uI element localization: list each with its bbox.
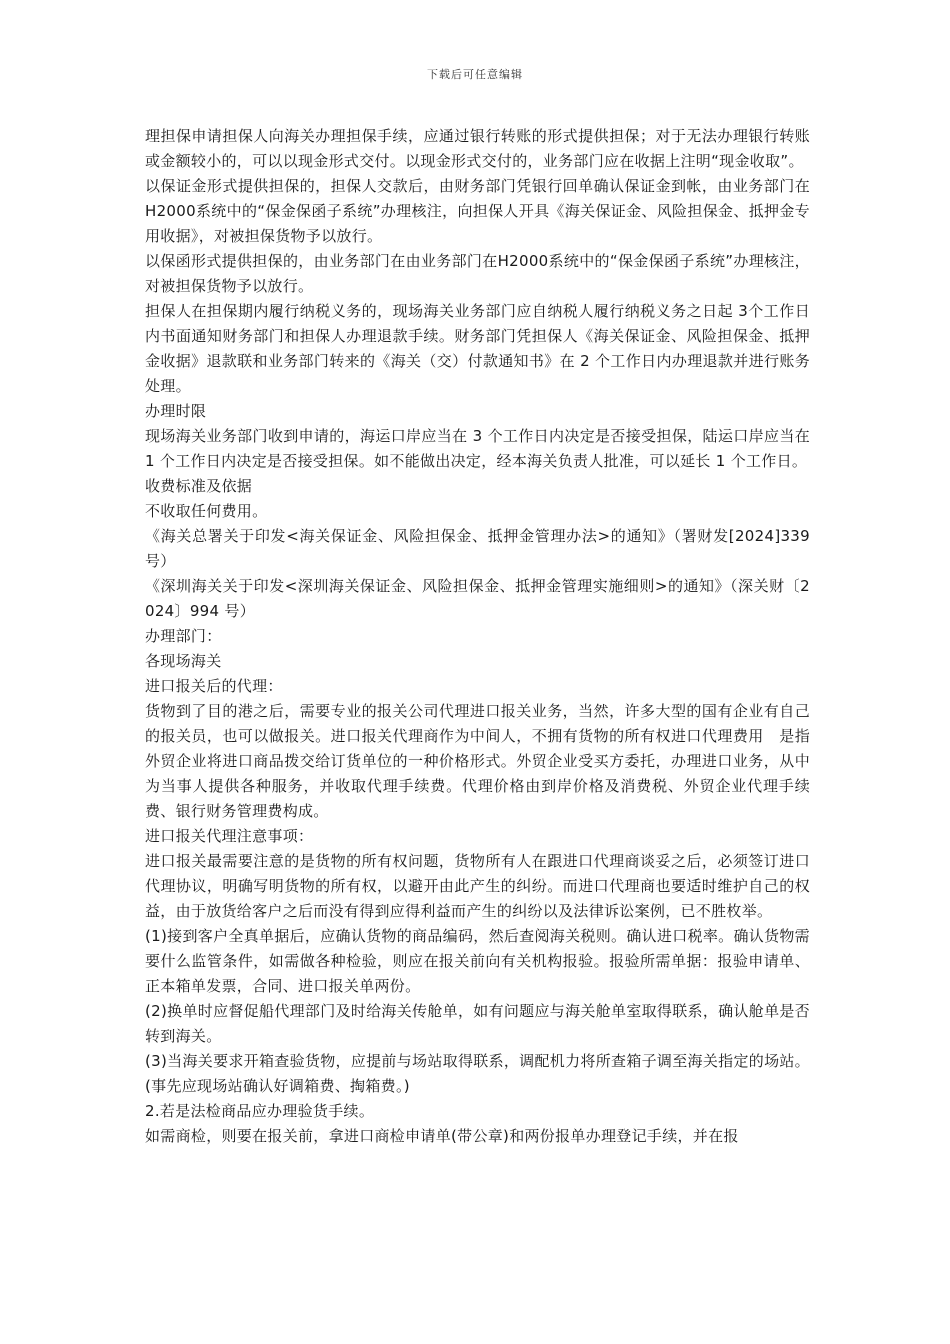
heading-fees: 收费标准及依据 bbox=[145, 477, 253, 495]
heading-import-agency: 进口报关后的代理： bbox=[145, 677, 283, 695]
paragraph-import-agency: 货物到了目的港之后，需要专业的报关公司代理进口报关业务，当然，许多大型的国有企业有自己的报关员，也可以做报关。进口报关代理商作为中间人，不拥有货物的所有权进口代理费用 是指外贸企业将进口商品拨交给订货单位的一种价格形式。外贸企业受买方委托，办理进口业务，从中为当事人提供各种服务，并收取代理手续费。代理价格由到岸价格及消费税、外贸企业代理手续费、银行财务管理费构成。 bbox=[145, 702, 810, 820]
paragraph-deposit-guarantee: 以保证金形式提供担保的，担保人交款后，由财务部门凭银行回单确认保证金到帐，由业务部门在H2000系统中的“保金保函子系统”办理核注，向担保人开具《海关保证金、风险担保金、抵押金专用收据》，对被担保货物予以放行。 bbox=[145, 177, 810, 245]
paragraph-letter-of-guarantee: 以保函形式提供担保的，由业务部门在由业务部门在H2000系统中的“保金保函子系统”办理核注，对被担保货物予以放行。 bbox=[145, 252, 810, 295]
page-header-note: 下载后可任意编辑 bbox=[427, 68, 523, 81]
paragraph-no-fees: 不收取任何费用。 bbox=[145, 502, 268, 520]
heading-time-limit: 办理时限 bbox=[145, 402, 207, 420]
heading-inspection: 2.若是法检商品应办理验货手续。 bbox=[145, 1102, 375, 1120]
paragraph-reference-shenzhen-notice: 《深圳海关关于印发<深圳海关保证金、风险担保金、抵押金管理实施细则>的通知》（深关财〔2024〕994 号） bbox=[145, 577, 810, 620]
list-item-1: (1)接到客户全真单据后，应确认货物的商品编码，然后查阅海关税则。确认进口税率。确认货物需要什么监管条件，如需做各种检验，则应在报关前向有关机构报验。报验所需单据：报验申请单、正本箱单发票，合同、进口报关单两份。 bbox=[145, 927, 810, 995]
heading-department: 办理部门： bbox=[145, 627, 222, 645]
list-item-3: (3)当海关要求开箱查验货物，应提前与场站取得联系，调配机力将所查箱子调至海关指定的场站。(事先应现场站确认好调箱费、掏箱费。) bbox=[145, 1052, 810, 1095]
paragraph-ownership: 进口报关最需要注意的是货物的所有权问题，货物所有人在跟进口代理商谈妥之后，必须签订进口代理协议，明确写明货物的所有权，以避开由此产生的纠纷。而进口代理商也要适时维护自己的权益，由于放货给客户之后而没有得到应得利益而产生的纠纷以及法律诉讼案例，已不胜枚举。 bbox=[145, 852, 810, 920]
paragraph-time-limit: 现场海关业务部门收到申请的，海运口岸应当在 3 个工作日内决定是否接受担保，陆运口岸应当在 1 个工作日内决定是否接受担保。如不能做出决定，经本海关负责人批准，可以延长 1 个工作日。 bbox=[145, 427, 810, 470]
document-body bbox=[145, 124, 810, 1149]
list-item-2: (2)换单时应督促船代理部门及时给海关传舱单，如有问题应与海关舱单室取得联系，确认舱单是否转到海关。 bbox=[145, 1002, 810, 1045]
heading-agency-notes: 进口报关代理注意事项： bbox=[145, 827, 314, 845]
paragraph-guarantee-procedure: 理担保申请担保人向海关办理担保手续，应通过银行转账的形式提供担保；对于无法办理银行转账或金额较小的，可以以现金形式交付。以现金形式交付的，业务部门应在收据上注明“现金收取”。 bbox=[145, 127, 810, 170]
paragraph-department: 各现场海关 bbox=[145, 652, 222, 670]
paragraph-refund-procedure: 担保人在担保期内履行纳税义务的，现场海关业务部门应自纳税人履行纳税义务之日起 3个工作日内书面通知财务部门和担保人办理退款手续。财务部门凭担保人《海关保证金、风险担保金、抵押金收据》退款联和业务部门转来的《海关（交）付款通知书》在 2 个工作日内办理退款并进行账务处理。 bbox=[145, 302, 810, 395]
paragraph-reference-customs-notice: 《海关总署关于印发<海关保证金、风险担保金、抵押金管理办法>的通知》（署财发[2024]339 号） bbox=[145, 527, 810, 570]
paragraph-inspection: 如需商检，则要在报关前，拿进口商检申请单(带公章)和两份报单办理登记手续，并在报 bbox=[145, 1127, 739, 1145]
